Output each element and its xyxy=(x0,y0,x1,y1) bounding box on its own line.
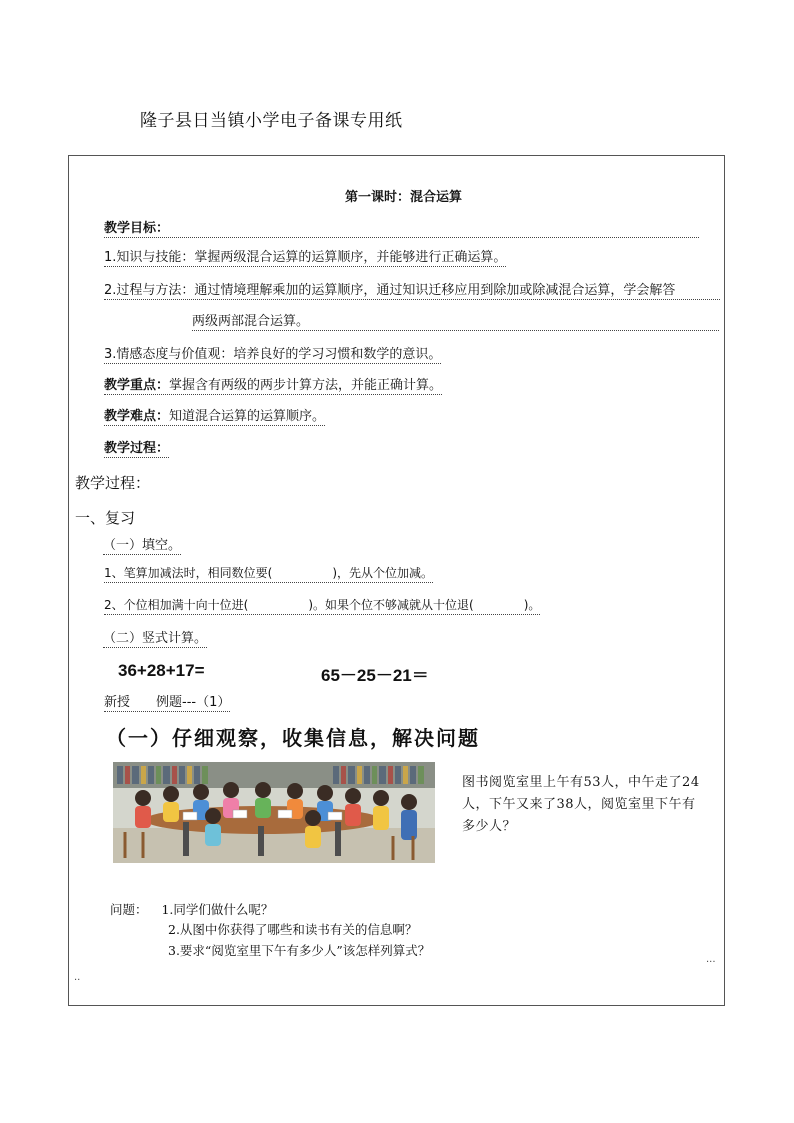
fill-heading xyxy=(103,534,181,555)
question-2: 2.从图中你获得了哪些和读书有关的信息啊？ xyxy=(168,922,418,937)
lesson-title: 第一课时：混合运算 xyxy=(345,190,463,205)
calc-expression-1: 36+28+17= xyxy=(118,661,205,680)
word-problem: 图书阅览室里上午有53人，中午走了24人，下午又来了38人，阅览室里下午有多少人？ xyxy=(462,775,700,834)
example-label: 例题---（1） xyxy=(156,695,231,710)
section-heading: （一）仔细观察，收集信息，解决问题 xyxy=(106,726,480,750)
classroom-scene-icon xyxy=(113,762,435,863)
process-label-row xyxy=(104,437,169,458)
difficulty-point xyxy=(104,405,325,426)
goal-3 xyxy=(104,343,441,364)
continuation-dots-right: ... xyxy=(706,954,716,965)
fill-2-after: )。 xyxy=(523,598,541,612)
process-heading: 教学过程： xyxy=(75,474,151,492)
page-header-title: 隆子县日当镇小学电子备课专用纸 xyxy=(140,111,403,131)
new-lesson-row xyxy=(104,691,230,712)
goal-2-text-a: 2.过程与方法：通过情境理解乘加的运算顺序，通过知识迁移应用到除加或除减混合运算，学会解答 xyxy=(104,279,720,300)
key-point xyxy=(104,374,442,395)
goal-2-text-b: 两级两部混合运算。 xyxy=(192,310,719,331)
fill-1-after: )，先从个位加减。 xyxy=(332,566,434,580)
goal-2-cont xyxy=(192,310,719,331)
key-label: 教学重点： xyxy=(104,378,170,393)
difficulty-label: 教学难点： xyxy=(104,409,170,424)
key-text: 掌握含有两级的两步计算方法，并能正确计算。 xyxy=(169,378,443,393)
question-1: 1.同学们做什么呢？ xyxy=(161,902,274,917)
new-label: 新授 xyxy=(104,695,131,710)
goal-3-text: 3.情感态度与价值观：培养良好的学习习惯和数学的意识。 xyxy=(104,343,441,364)
reading-room-illustration xyxy=(113,762,435,863)
question-1-row xyxy=(110,900,273,918)
question-3: 3.要求“阅览室里下午有多少人”该怎样列算式？ xyxy=(168,943,431,958)
fill-2-before: 2、个位相加满十向十位进( xyxy=(104,598,249,612)
continuation-dots-left: .. xyxy=(74,972,81,983)
fill-heading-text: （一）填空。 xyxy=(103,534,181,555)
fill-2-middle: )。如果个位不够减就从十位退( xyxy=(308,598,474,612)
goal-2 xyxy=(104,279,720,300)
goals-label: 教学目标： xyxy=(104,217,699,238)
goal-1-text: 1.知识与技能：掌握两级混合运算的运算顺序，并能够进行正确运算。 xyxy=(104,246,506,267)
goals-row xyxy=(104,217,699,238)
process-label: 教学过程： xyxy=(104,437,169,458)
goal-1 xyxy=(104,246,506,267)
fill-item-1 xyxy=(104,564,433,583)
question-label: 问题： xyxy=(110,902,148,917)
review-heading: 一、复习 xyxy=(75,509,136,527)
vertical-heading-text: （二）竖式计算。 xyxy=(103,627,207,648)
fill-1-before: 1、笔算加减法时，相同数位要( xyxy=(104,566,273,580)
fill-item-2 xyxy=(104,596,540,615)
vertical-heading xyxy=(103,627,207,648)
calc-expression-2: 65－25－21＝ xyxy=(321,666,429,685)
difficulty-text: 知道混合运算的运算顺序。 xyxy=(169,409,326,424)
